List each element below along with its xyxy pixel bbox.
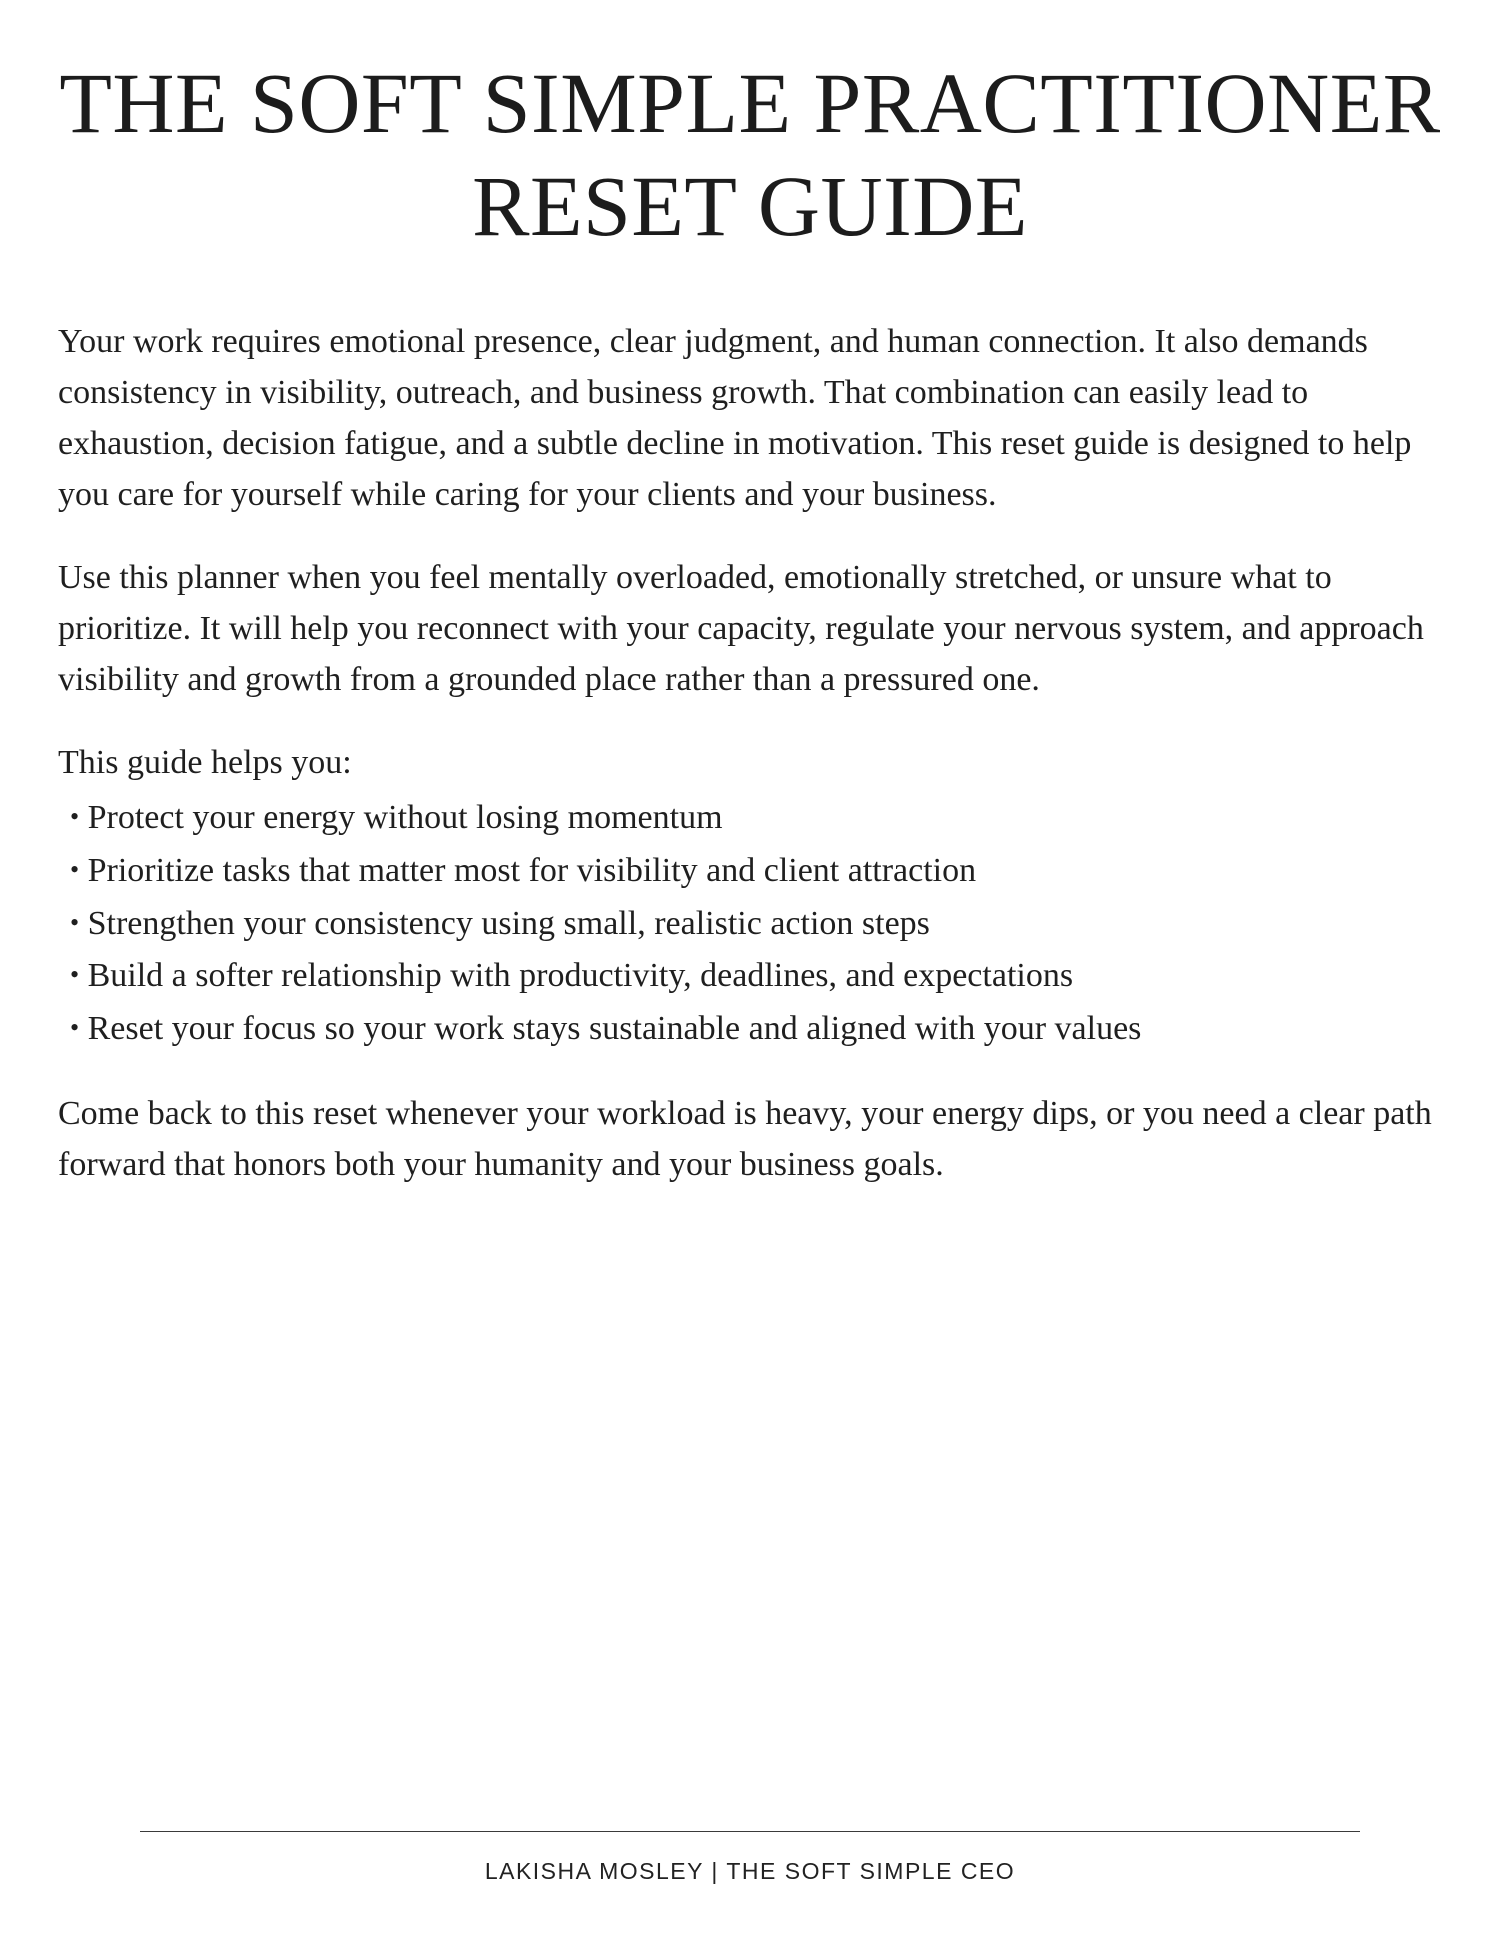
closing-paragraph: Come back to this reset whenever your workload is heavy, your energy dips, or you need a clear path forward that honors both your humanity and your business goals. xyxy=(58,1094,1432,1183)
usage-paragraph: Use this planner when you feel mentally overloaded, emotionally stretched, or unsure what to prioritize. It will help you reconnect with your capacity, regulate your nervous system, and approach visibility and growth from a grounded place rather than a pressured one. xyxy=(58,559,1424,699)
body-copy xyxy=(58,316,1442,1189)
bullet-item: • Prioritize tasks that matter most for visibility and client attraction xyxy=(70,845,1442,898)
bullet-item: • Reset your focus so your work stays sustainable and aligned with your values xyxy=(70,1003,1442,1056)
bullet-item: • Build a softer relationship with productivity, deadlines, and expectations xyxy=(70,950,1442,1003)
footer-divider xyxy=(140,1831,1360,1832)
list-intro: This guide helps you: xyxy=(58,744,352,782)
intro-paragraph: Your work requires emotional presence, clear judgment, and human connection. It also demands consistency in visibility, outreach, and business growth. That combination can easily lead to exhaustion, decision fatigue, and a subtle decline in motivation. This reset guide is designed to help you care for yourself while caring for your clients and your business. xyxy=(58,323,1412,514)
page-footer xyxy=(0,1831,1500,1941)
bullet-item: • Protect your energy without losing momentum xyxy=(70,792,1442,845)
bullet-item: • Strengthen your consistency using small, realistic action steps xyxy=(70,898,1442,951)
page-title: THE SOFT SIMPLE PRACTITIONER RESET GUIDE xyxy=(59,55,1441,255)
footer-text: LAKISHA MOSLEY | THE SOFT SIMPLE CEO xyxy=(484,1858,1016,1884)
helps-list xyxy=(58,792,1442,1055)
